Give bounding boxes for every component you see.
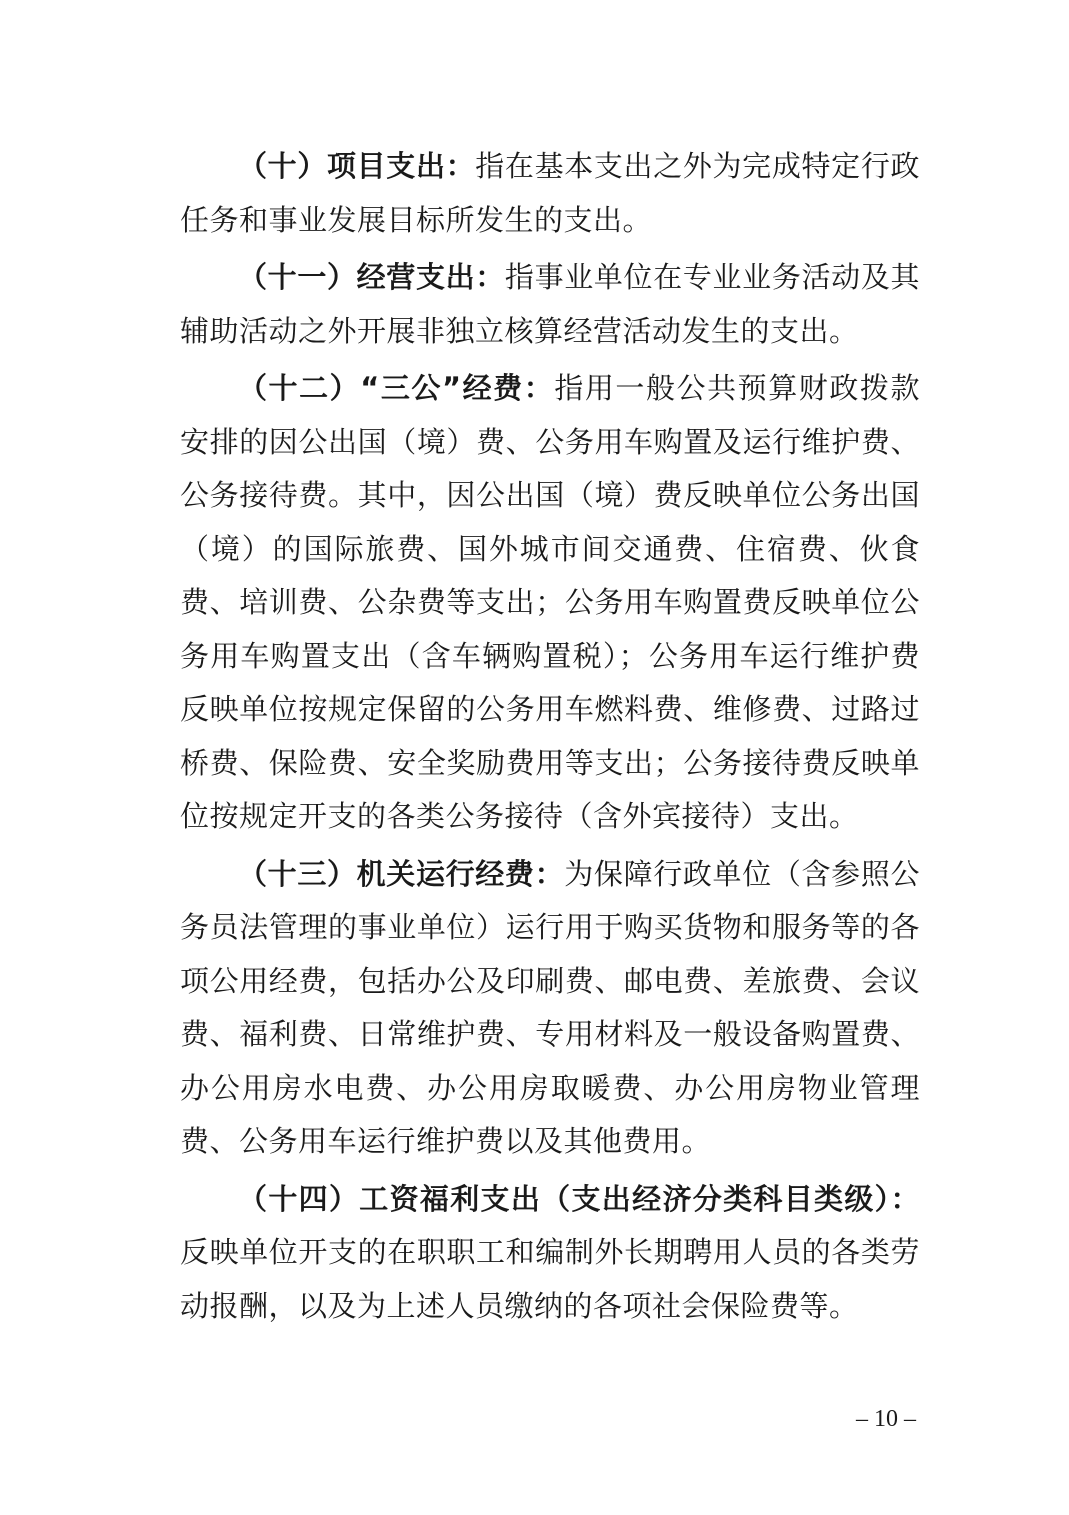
paragraph-heading: （十）项目支出： — [238, 149, 476, 183]
paragraph-text: 指用一般公共预算财政拨款安排的因公出国（境）费、公务用车购置及运行维护费、公务接待费。其中，因公出国（境）费反映单位公务出国（境）的国际旅费、国外城市间交通费、住宿费、伙食费、培训费、公杂费等支出；公务用车购置费反映单位公务用车购置支出（含车辆购置税）；公务用车运行维护费反映单位按规定保留的公务用车燃料费、维修费、过路过桥费、保险费、安全奖励费用等支出；公务接待费反映单位按规定开支的各类公务接待（含外宾接待）支出。 — [180, 371, 920, 833]
paragraph-heading: （十三）机关运行经费： — [238, 856, 565, 891]
paragraph-text: 指在基本支出之外为完成特定行政任务和事业发展目标所发生的支出。 — [180, 149, 920, 237]
paragraph-heading: （十一）经营支出： — [238, 260, 505, 294]
paragraph-project-expenditure — [180, 140, 920, 247]
paragraph-heading: （十四）工资福利支出（支出经济分类科目类级）： — [238, 1181, 920, 1216]
paragraph-operating-expenditure — [180, 251, 920, 358]
paragraph-heading: （十二）“三公”经费： — [238, 371, 555, 405]
document-body — [180, 140, 920, 1337]
paragraph-agency-operating-funds — [180, 848, 920, 1169]
paragraph-text: 为保障行政单位（含参照公务员法管理的事业单位）运行用于购买货物和服务等的各项公用经费，包括办公及印刷费、邮电费、差旅费、会议费、福利费、日常维护费、专用材料及一般设备购置费、办公用房水电费、办公用房取暖费、办公用房物业管理费、公务用车运行维护费以及其他费用。 — [180, 856, 920, 1158]
paragraph-text: 反映单位开支的在职职工和编制外长期聘用人员的各类劳动报酬，以及为上述人员缴纳的各项社会保险费等。 — [180, 1235, 920, 1323]
page-number: – 10 – — [856, 1406, 916, 1432]
paragraph-wage-welfare-expenditure — [180, 1173, 920, 1334]
paragraph-text: 指事业单位在专业业务活动及其辅助活动之外开展非独立核算经营活动发生的支出。 — [180, 260, 920, 348]
paragraph-three-public-expenses — [180, 362, 920, 844]
